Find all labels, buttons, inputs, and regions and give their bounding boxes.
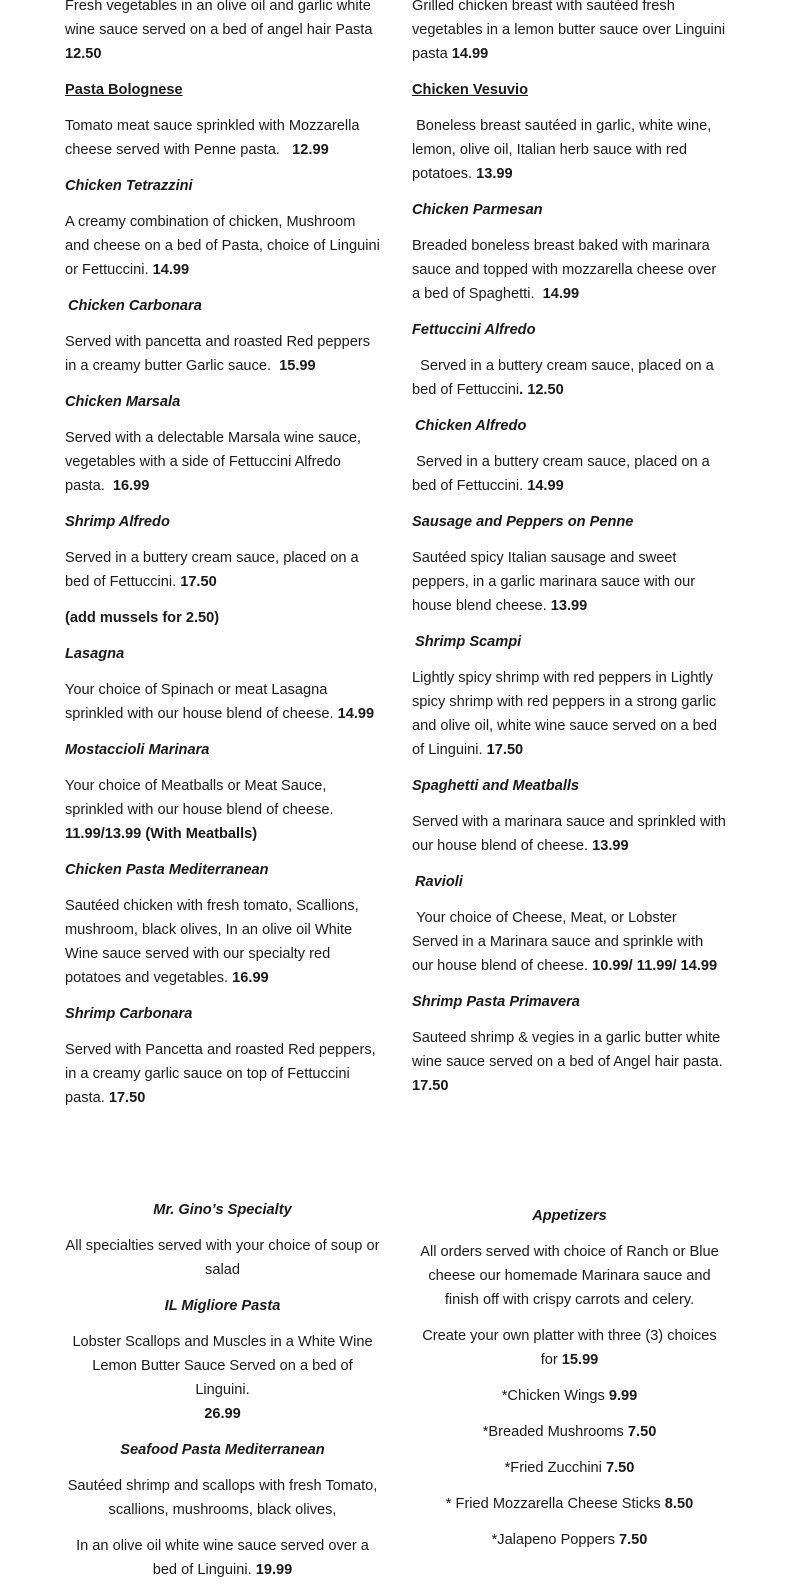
item-price: 8.50: [664, 1496, 694, 1512]
item-title-shrimp-scampi: Shrimp Scampi: [415, 634, 522, 650]
item-price: 26.99: [204, 1406, 241, 1422]
item-price: 9.99: [608, 1388, 638, 1404]
item-price: 13.99: [476, 166, 513, 182]
item-description: Tomato meat sauce sprinkled with Mozzarella cheese served with Penne pasta.: [65, 118, 360, 158]
item-title-chicken-marsala: Chicken Marsala: [65, 394, 181, 410]
menu-item-ravioli: [412, 906, 727, 978]
menu-item-chicken-marsala: [65, 426, 380, 498]
item-price: 17.50: [108, 1090, 146, 1106]
item-label: *Chicken Wings: [501, 1388, 605, 1404]
item-description: Create your own platter with three (3) choices for: [422, 1328, 717, 1368]
item-price: 10.99/ 11.99/ 14.99: [592, 958, 718, 974]
menu-item-seafood-description-1: Sautéed shrimp and scallops with fresh Tomato, scallions, mushrooms, black olives,: [67, 1478, 378, 1518]
add-mussels-note: (add mussels for 2.50): [65, 610, 220, 626]
item-price: 14.99: [527, 478, 564, 494]
menu-item-il-migliore-pasta: [65, 1330, 380, 1426]
item-description: Your choice of Cheese, Meat, or Lobster Served in a Marinara sauce and sprinkle with our house blend of cheese.: [412, 910, 704, 974]
appetizer-item: [412, 1528, 727, 1552]
item-price: 14.99: [152, 262, 190, 278]
item-description: Served in a buttery cream sauce, placed on a bed of Fettuccini.: [65, 550, 359, 590]
menu-item-chicken-parmesan: [412, 234, 727, 306]
item-title-spaghetti-and-meatballs: Spaghetti and Meatballs: [412, 778, 580, 794]
appetizer-item: [412, 1456, 727, 1480]
item-title-chicken-pasta-mediterranean: Chicken Pasta Mediterranean: [65, 862, 269, 878]
appetizer-platter: [412, 1324, 727, 1372]
item-price: 7.50: [618, 1532, 648, 1548]
item-title-seafood-pasta-mediterranean: Seafood Pasta Mediterranean: [120, 1442, 325, 1458]
left-menu-column: [65, 0, 380, 1122]
item-title-fettuccini-alfredo: Fettuccini Alfredo: [412, 322, 536, 338]
menu-item-chicken-carbonara: [65, 330, 380, 378]
item-description: Grilled chicken breast with sautéed fresh vegetables in a lemon butter sauce over Linguini pasta: [412, 0, 726, 62]
item-label: *Jalapeno Poppers: [491, 1532, 615, 1548]
item-price: 14.99: [542, 286, 580, 302]
specialty-section: [65, 1198, 380, 1594]
item-description: Served with Pancetta and roasted Red peppers, in a creamy garlic sauce on top of Fettuccini pasta.: [65, 1042, 376, 1106]
item-title-chicken-carbonara: Chicken Carbonara: [68, 298, 202, 314]
item-title-shrimp-pasta-primavera: Shrimp Pasta Primavera: [412, 994, 580, 1010]
item-price: 16.99: [232, 970, 269, 986]
item-title-shrimp-carbonara: Shrimp Carbonara: [65, 1006, 193, 1022]
menu-item-pasta-primavera-veg: [65, 0, 380, 66]
item-title-chicken-vesuvio: Chicken Vesuvio: [412, 82, 528, 98]
item-description: In an olive oil white wine sauce served over a bed of Linguini.: [76, 1538, 369, 1578]
menu-item-shrimp-carbonara: [65, 1038, 380, 1110]
menu-item-fettuccini-alfredo: [412, 354, 727, 402]
item-description: Your choice of Spinach or meat Lasagna sprinkled with our house blend of cheese.: [65, 682, 334, 722]
item-price: 14.99: [337, 706, 375, 722]
menu-item-chicken-alfredo: [412, 450, 727, 498]
item-description: Your choice of Meatballs or Meat Sauce, sprinkled with our house blend of cheese.: [65, 778, 334, 818]
item-label: *Breaded Mushrooms: [482, 1424, 624, 1440]
item-price: 11.99/13.99 (With Meatballs): [65, 826, 258, 842]
item-price: 12.99: [292, 142, 329, 158]
item-label: *Fried Zucchini: [504, 1460, 602, 1476]
appetizers-heading: Appetizers: [532, 1208, 607, 1224]
item-title-pasta-bolognese: Pasta Bolognese: [65, 82, 183, 98]
item-title-chicken-tetrazzini: Chicken Tetrazzini: [65, 178, 193, 194]
item-price: . 12.50: [519, 382, 564, 398]
item-price: 16.99: [112, 478, 150, 494]
item-price: 14.99: [451, 46, 489, 62]
item-price: 19.99: [255, 1562, 293, 1578]
item-description: Served with a marinara sauce and sprinkled with our house blend of cheese.: [412, 814, 726, 854]
right-menu-column: [412, 0, 727, 1110]
item-title-il-migliore-pasta: IL Migliore Pasta: [164, 1298, 281, 1314]
item-title-chicken-alfredo: Chicken Alfredo: [415, 418, 527, 434]
menu-item-sausage-and-peppers: [412, 546, 727, 618]
menu-item-mostaccioli-marinara: [65, 774, 380, 846]
item-title-shrimp-alfredo: Shrimp Alfredo: [65, 514, 170, 530]
item-price: 17.50: [180, 574, 217, 590]
menu-item-lasagna: [65, 678, 380, 726]
specialty-heading: Mr. Gino’s Specialty: [153, 1202, 292, 1218]
item-description: Boneless breast sautéed in garlic, white wine, lemon, olive oil, Italian herb sauce with red potatoes.: [412, 118, 712, 182]
menu-item-chicken-vesuvio: [412, 114, 727, 186]
item-price: 15.99: [279, 358, 316, 374]
item-description: A creamy combination of chicken, Mushroom and cheese on a bed of Pasta, choice of Linguini or Fettuccini.: [65, 214, 380, 278]
appetizers-section: [412, 1204, 727, 1564]
menu-item-shrimp-scampi: [412, 666, 727, 762]
item-description: Sautéed spicy Italian sausage and sweet peppers, in a garlic marinara sauce with our house blend cheese.: [412, 550, 696, 614]
item-price: 17.50: [486, 742, 524, 758]
menu-item-grilled-chicken: [412, 0, 727, 66]
item-description: Served with pancetta and roasted Red peppers in a creamy butter Garlic sauce.: [65, 334, 371, 374]
menu-item-chicken-pasta-mediterranean: [65, 894, 380, 990]
menu-item-chicken-tetrazzini: [65, 210, 380, 282]
item-title-lasagna: Lasagna: [65, 646, 125, 662]
item-description: Sauteed shrimp & vegies in a garlic butter white wine sauce served on a bed of Angel hair pasta.: [412, 1030, 723, 1070]
appetizer-item: [412, 1492, 727, 1516]
item-description: Fresh vegetables in an olive oil and garlic white wine sauce served on a bed of angel hair Pasta: [65, 0, 373, 38]
menu-item-seafood-description-2: [65, 1534, 380, 1582]
item-label: * Fried Mozzarella Cheese Sticks: [445, 1496, 661, 1512]
item-title-sausage-and-peppers: Sausage and Peppers on Penne: [412, 514, 634, 530]
item-price: 7.50: [627, 1424, 657, 1440]
appetizers-intro: All orders served with choice of Ranch or Blue cheese our homemade Marinara sauce and finish off with crispy carrots and celery.: [420, 1244, 719, 1308]
item-price: 15.99: [561, 1352, 599, 1368]
menu-item-pasta-bolognese: [65, 114, 380, 162]
item-price: 12.50: [65, 46, 102, 62]
item-description: Served in a buttery cream sauce, placed on a bed of Fettuccini.: [412, 454, 710, 494]
item-description: Served in a buttery cream sauce, placed on a bed of Fettuccini: [412, 358, 714, 398]
appetizer-item: [412, 1384, 727, 1408]
item-description: Served with a delectable Marsala wine sauce, vegetables with a side of Fettuccini Alfredo pasta.: [65, 430, 362, 494]
item-description: Lobster Scallops and Muscles in a White Wine Lemon Butter Sauce Served on a bed of Linguini.: [72, 1334, 373, 1398]
item-price: 13.99: [592, 838, 629, 854]
item-title-chicken-parmesan: Chicken Parmesan: [412, 202, 543, 218]
item-title-ravioli: Ravioli: [415, 874, 463, 890]
item-description: Lightly spicy shrimp with red peppers in Lightly spicy shrimp with red peppers in a strong garlic and olive oil, white wine sauce served on a bed of Linguini.: [412, 670, 718, 758]
item-description: Breaded boneless breast baked with marinara sauce and topped with mozzarella cheese over a bed of Spaghetti.: [412, 238, 717, 302]
item-price: 17.50: [412, 1078, 449, 1094]
item-price: 13.99: [550, 598, 588, 614]
menu-item-shrimp-alfredo: [65, 546, 380, 594]
specialty-intro: All specialties served with your choice of soup or salad: [65, 1238, 380, 1278]
menu-item-spaghetti-and-meatballs: [412, 810, 727, 858]
appetizer-item: [412, 1420, 727, 1444]
item-description: Sautéed chicken with fresh tomato, Scallions, mushroom, black olives, In an olive oil White Wine sauce served with our specialty red potatoes and vegetables.: [65, 898, 359, 986]
item-price: 7.50: [605, 1460, 635, 1476]
item-title-mostaccioli-marinara: Mostaccioli Marinara: [65, 742, 210, 758]
menu-item-shrimp-pasta-primavera: [412, 1026, 727, 1098]
